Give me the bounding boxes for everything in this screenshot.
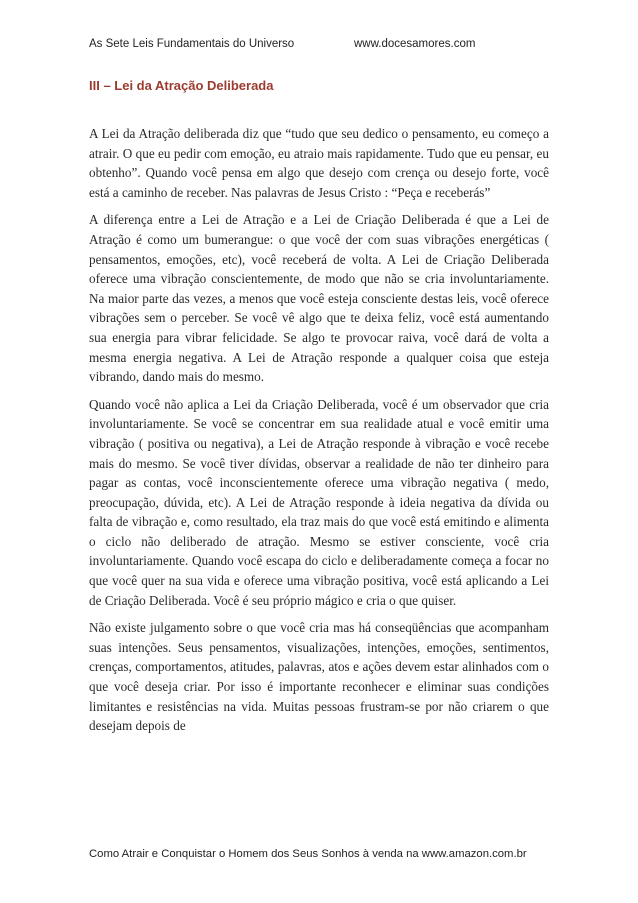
page-footer: Como Atrair e Conquistar o Homem dos Seus Sonhos à venda na www.amazon.com.br bbox=[89, 848, 527, 860]
page-header bbox=[89, 38, 549, 54]
paragraph: Quando você não aplica a Lei da Criação Deliberada, você é um observador que cria involuntariamente. Se você se concentrar em sua realidade atual e você emitir uma vibração ( positiva ou negativa), a Lei de Atração responde à vibração e você recebe mais do mesmo. Se você tiver dívidas, observar a realidade de não ter dinheiro para pagar as contas, você inconscientemente oferece uma vibração negativa ( medo, preocupação, dúvida, etc). A Lei de Atração responde à ideia negativa da dívida ou falta de vibração e, como resultado, ela traz mais do que você está emitindo e alimenta o ciclo não deliberado de atração. Mesmo se estiver consciente, você cria involuntariamente. Quando você escapa do ciclo e deliberadamente começa a focar no que você quer na sua vida e oferece uma vibração positiva, você está aplicando a Lei de Criação Deliberada. Você é seu próprio mágico e cria o que quiser. bbox=[89, 396, 549, 608]
body-text bbox=[89, 124, 549, 744]
paragraph: A diferença entre a Lei de Atração e a Lei de Criação Deliberada é que a Lei de Atração é como um bumerangue: o que você der com suas vibrações energéticas ( pensamentos, emoções, etc), você receberá de volta. A Lei de Criação Deliberada oferece uma vibração conscientemente, de modo que não se cria involuntariamente. Na maior parte das vezes, a menos que você esteja consciente destas leis, você oferece vibrações sem o perceber. Se você vê algo que te deixa feliz, você está aumentando sua energia para vibrar felicidade. Se algo te provocar raiva, você dará de volta a mesma energia negativa. A Lei de Atração responde a qualquer coisa que esteja vibrando, dando mais do mesmo. bbox=[89, 212, 549, 385]
header-book-title: As Sete Leis Fundamentais do Universo bbox=[89, 38, 295, 50]
header-website: www.docesamores.com bbox=[354, 38, 476, 50]
paragraph: Não existe julgamento sobre o que você cria mas há conseqüências que acompanham suas intenções. Seus pensamentos, visualizações, intenções, emoções, sentimentos, crenças, comportamentos, atitudes, palavras, atos e ações devem estar alinhados com o que você deseja criar. Por isso é importante reconhecer e eliminar suas condições limitantes e resistências na vida. Muitas pessoas frustram-se por não criarem o que desejam depois de bbox=[89, 620, 549, 734]
section-title: III – Lei da Atração Deliberada bbox=[89, 78, 274, 93]
paragraph: A Lei da Atração deliberada diz que “tudo que seu dedico o pensamento, eu começo a atrair. O que eu pedir com emoção, eu atraio mais rapidamente. Tudo que eu pensar, eu obtenho”. Quando você pensa em algo que desejo com crença ou desejo forte, você está a caminho de receber. Nas palavras de Jesus Cristo : “Peça e receberás” bbox=[89, 126, 549, 200]
